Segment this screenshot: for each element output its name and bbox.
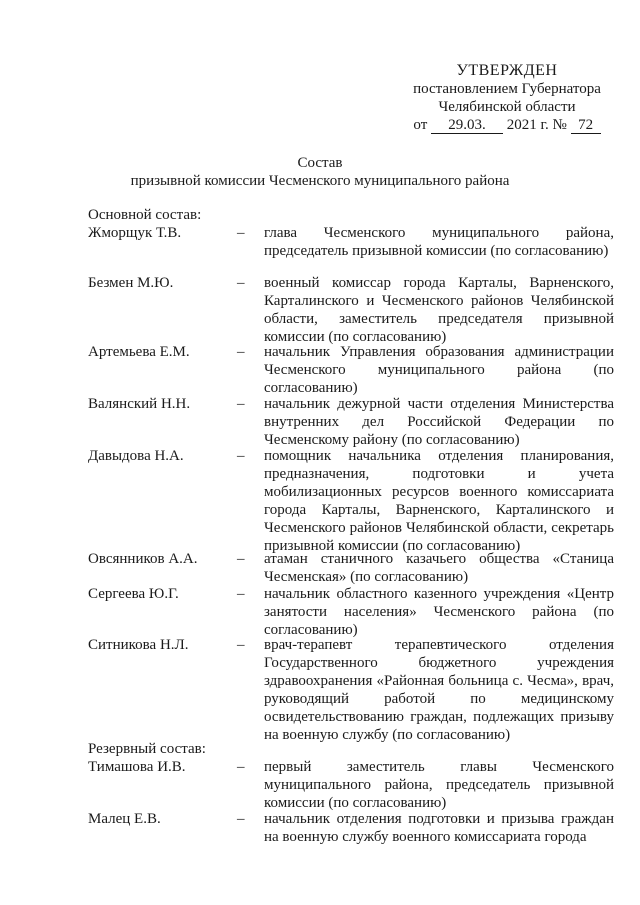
approval-year: 2021 г. № — [506, 117, 567, 133]
approval-line-2: Челябинской области — [438, 99, 576, 115]
member-name: Ситникова Н.Л. — [88, 637, 189, 653]
member-dash: – — [237, 637, 245, 653]
member-dash: – — [237, 275, 245, 291]
member-dash: – — [237, 811, 245, 827]
member-dash: – — [237, 448, 245, 464]
member-name: Сергеева Ю.Г. — [88, 586, 179, 602]
member-role: военный комиссар города Карталы, Варненского, Карталинского и Чесменского районов Челябинской области, заместитель председателя призывной комиссии (по согласованию) — [264, 275, 614, 345]
member-dash: – — [237, 759, 245, 775]
member-dash: – — [237, 586, 245, 602]
member-role: первый заместитель главы Чесменского муниципального района, председатель призывной комиссии (по согласованию) — [264, 759, 614, 811]
main-section-label: Основной состав: — [88, 207, 202, 223]
member-dash: – — [237, 344, 245, 360]
member-role: начальник областного казенного учреждения «Центр занятости населения» Чесменского района (по согласованию) — [264, 586, 614, 638]
member-role: начальник отделения подготовки и призыва граждан на военную службу военного комиссариата города — [264, 811, 614, 845]
member-name: Малец Е.В. — [88, 811, 161, 827]
title-line-2: призывной комиссии Чесменского муниципального района — [130, 173, 510, 189]
member-role: врач-терапевт терапевтического отделения Государственного бюджетного учреждения здравоохранения «Районная больница с. Чесма», врач, руководящий работой по медицинскому освидетельствованию граждан, подлежащих призыву на военную службу (по согласованию) — [264, 637, 614, 743]
approval-from: от — [413, 117, 428, 133]
member-name: Жморщук Т.В. — [88, 225, 182, 241]
approval-heading: УТВЕРЖДЕН — [456, 62, 558, 79]
approval-line-1: постановлением Губернатора — [413, 81, 601, 97]
member-role: начальник дежурной части отделения Министерства внутренних дел Российской Федерации по Чесменскому району (по согласованию) — [264, 396, 614, 448]
member-name: Давыдова Н.А. — [88, 448, 184, 464]
member-name: Безмен М.Ю. — [88, 275, 174, 291]
member-name: Тимашова И.В. — [88, 759, 186, 775]
member-role: атаман станичного казачьего общества «Станица Чесменская» (по согласованию) — [264, 551, 614, 585]
member-name: Артемьева Е.М. — [88, 344, 190, 360]
approval-date-line — [402, 116, 612, 134]
member-role: начальник Управления образования администрации Чесменского муниципального района (по согласованию) — [264, 344, 614, 396]
approval-block — [402, 62, 612, 134]
member-dash: – — [237, 551, 245, 567]
member-name: Овсянников А.А. — [88, 551, 198, 567]
approval-date: 29.03. — [431, 117, 503, 134]
member-role: помощник начальника отделения планирования, предназначения, подготовки и учета мобилизационных ресурсов военного комиссариата города Карталы, Варненского, Карталинского и Чесменского районов Челябинской области, секретарь призывной комиссии (по согласованию) — [264, 448, 614, 554]
reserve-section-label: Резервный состав: — [88, 741, 206, 757]
title-line-1: Состав — [297, 155, 343, 171]
member-dash: – — [237, 225, 245, 241]
member-role: глава Чесменского муниципального района, председатель призывной комиссии (по согласованию) — [264, 225, 614, 259]
approval-number: 72 — [571, 117, 601, 134]
document-title — [0, 154, 640, 190]
member-dash: – — [237, 396, 245, 412]
member-name: Валянский Н.Н. — [88, 396, 191, 412]
